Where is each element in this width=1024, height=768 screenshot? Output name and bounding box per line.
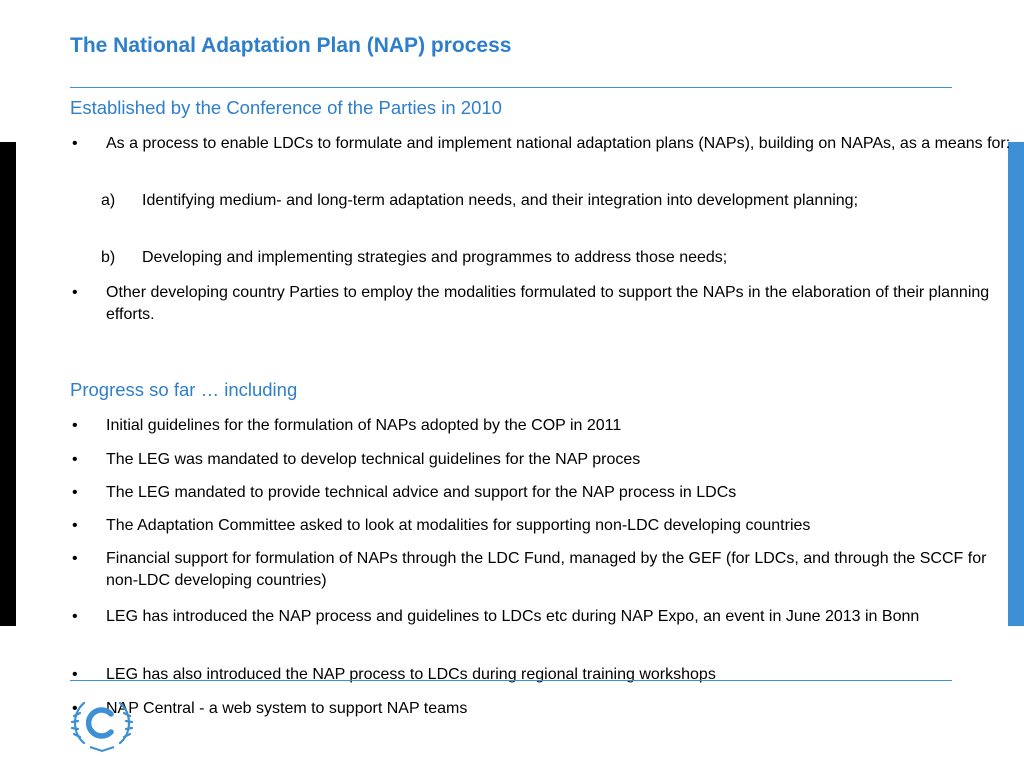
sub-list-item bbox=[101, 247, 1001, 269]
unfccc-logo-icon bbox=[68, 693, 136, 753]
title-divider bbox=[70, 87, 952, 88]
left-edge-bar bbox=[0, 142, 16, 626]
bullet-marker: • bbox=[72, 284, 78, 301]
sub-item-text: Identifying medium- and long-term adaptation needs, and their integration into development planning; bbox=[142, 192, 859, 209]
bullet-marker: • bbox=[72, 484, 78, 501]
bullet-marker: • bbox=[72, 135, 78, 152]
list-item-text: LEG has also introduced the NAP process to LDCs during regional training workshops bbox=[106, 666, 716, 683]
list-item-text: The Adaptation Committee asked to look at modalities for supporting non-LDC developing countries bbox=[106, 517, 811, 534]
list-item bbox=[72, 449, 1012, 471]
list-item-text: The LEG mandated to provide technical advice and support for the NAP process in LDCs bbox=[106, 484, 737, 501]
list-item-text: Financial support for formulation of NAPs through the LDC Fund, managed by the GEF (for LDCs, and through the SCCF for non-LDC developing countries) bbox=[106, 550, 987, 589]
list-item-text: Initial guidelines for the formulation of NAPs adopted by the COP in 2011 bbox=[106, 417, 622, 434]
slide-title: The National Adaptation Plan (NAP) process bbox=[70, 34, 512, 57]
bullet-marker: • bbox=[72, 666, 78, 683]
list-item bbox=[72, 515, 1012, 537]
list-item bbox=[72, 133, 1012, 155]
bullet-marker: • bbox=[72, 550, 78, 567]
bullet-marker: • bbox=[72, 700, 78, 717]
section-heading-progress: Progress so far … including bbox=[70, 379, 298, 400]
list-item bbox=[72, 482, 1012, 504]
list-item bbox=[72, 415, 1012, 437]
list-item bbox=[72, 282, 1012, 326]
list-item bbox=[72, 698, 1012, 720]
sub-item-text: Developing and implementing strategies and programmes to address those needs; bbox=[142, 249, 728, 266]
bullet-marker: • bbox=[72, 517, 78, 534]
list-item bbox=[72, 664, 1012, 686]
section-heading-established: Established by the Conference of the Parties in 2010 bbox=[70, 97, 502, 118]
sub-item-marker: a) bbox=[101, 192, 116, 209]
footer-divider bbox=[70, 680, 952, 681]
bullet-marker: • bbox=[72, 451, 78, 468]
sub-list-item bbox=[101, 190, 1001, 212]
list-item-text: Other developing country Parties to employ the modalities formulated to support the NAPs in the elaboration of their planning efforts. bbox=[106, 284, 990, 323]
bullet-marker: • bbox=[72, 417, 78, 434]
sub-item-marker: b) bbox=[101, 249, 116, 266]
list-item-text: As a process to enable LDCs to formulate and implement national adaptation plans (NAPs), building on NAPAs, as a means for: bbox=[106, 135, 1011, 152]
list-item bbox=[72, 548, 1012, 592]
list-item-text: LEG has introduced the NAP process and guidelines to LDCs etc during NAP Expo, an event in June 2013 in Bonn bbox=[106, 608, 920, 625]
list-item bbox=[72, 606, 1012, 628]
list-item-text: NAP Central - a web system to support NAP teams bbox=[106, 700, 468, 717]
list-item-text: The LEG was mandated to develop technical guidelines for the NAP proces bbox=[106, 451, 641, 468]
bullet-marker: • bbox=[72, 608, 78, 625]
